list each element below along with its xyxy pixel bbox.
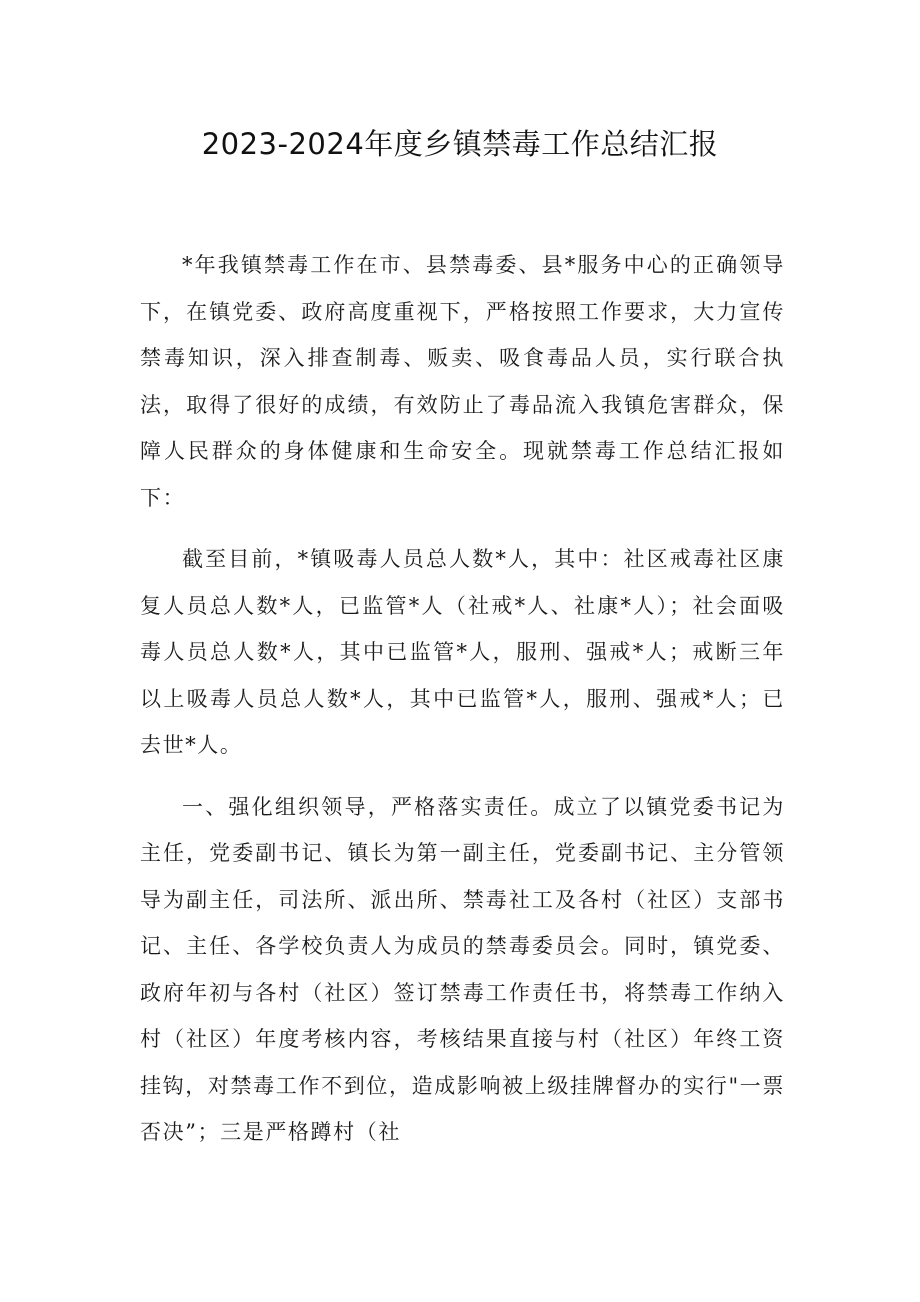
paragraph-statistics: 截至目前，*镇吸毒人员总人数*人，其中：社区戒毒社区康复人员总人数*人，已监管*人（社戒*人、社康*人）；社会面吸毒人员总人数*人，其中已监管*人，服刑、强戒*人；戒断三年以上吸毒人员总人数*人，其中已监管*人，服刑、强戒*人；已去世*人。 bbox=[140, 547, 785, 757]
document-body bbox=[140, 242, 785, 1171]
document-title: 2023-2024年度乡镇禁毒工作总结汇报 bbox=[201, 127, 719, 161]
paragraph-organization: 一、强化组织领导，严格落实责任。成立了以镇党委书记为主任，党委副书记、镇长为第一副主任，党委副书记、主分管领导为副主任，司法所、派出所、禁毒社工及各村（社区）支部书记、主任、各学校负责人为成员的禁毒委员会。同时，镇党委、政府年初与各村（社区）签订禁毒工作责任书，将禁毒工作纳入村（社区）年度考核内容，考核结果直接与村（社区）年终工资挂钩，对禁毒工作不到位，造成影响被上级挂牌督办的实行"一票否决”；三是严格蹲村（社 bbox=[140, 794, 785, 1144]
paragraph-intro: *年我镇禁毒工作在市、县禁毒委、县*服务中心的正确领导下，在镇党委、政府高度重视下，严格按照工作要求，大力宣传禁毒知识，深入排查制毒、贩卖、吸食毒品人员，实行联合执法，取得了很好的成绩，有效防止了毒品流入我镇危害群众，保障人民群众的身体健康和生命安全。现就禁毒工作总结汇报如下： bbox=[140, 253, 785, 510]
